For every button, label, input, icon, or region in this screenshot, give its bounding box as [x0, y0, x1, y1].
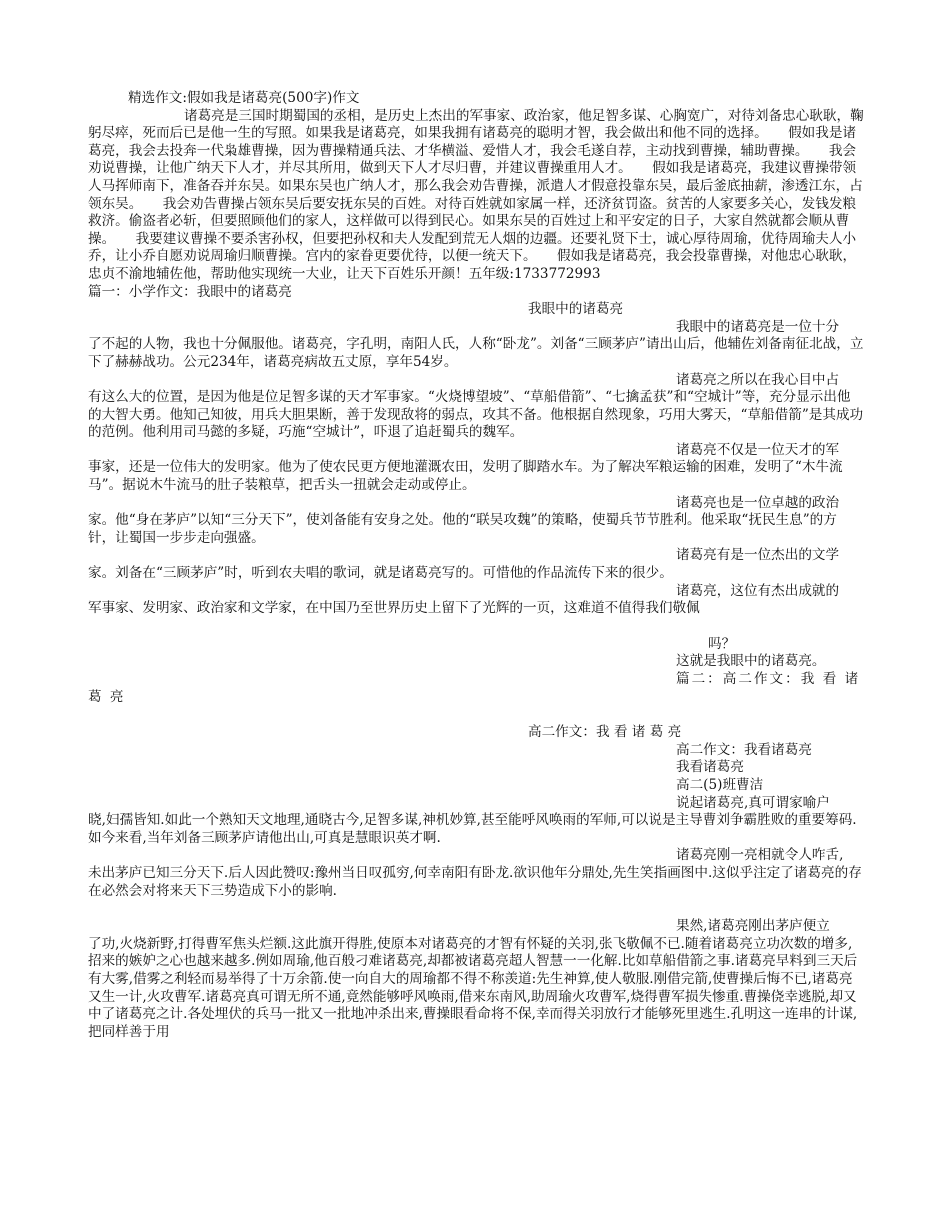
essay1-p4-lead: 诸葛亮也是一位卓越的政治	[676, 494, 840, 511]
essay1-p6: 军事家、发明家、政治家和文学家，在中国乃至世界历史上留下了光辉的一页，这难道不值得我们敬佩	[88, 600, 700, 617]
essay1-p1: 了不起的人物，我也十分佩服他。诸葛亮，字孔明，南阳人氏，人称“卧龙”。刘备“三顾茅庐”请出山后，他辅佐刘备南征北战，立下了赫赫战功。公元234年，诸葛亮病故五丈原，享年54岁。	[88, 336, 864, 370]
essay1-p1-lead: 我眼中的诸葛亮是一位十分	[676, 318, 840, 335]
essay1-p6-lead: 诸葛亮，这位有杰出成就的	[676, 582, 840, 599]
essay1-p3: 事家，还是一位伟大的发明家。他为了使农民更方便地灌溉农田，发明了脚踏水车。为了解决军粮运输的困难，发明了“木牛流马”。据说木牛流马的肚子装粮草，把舌头一扭就会走动或停止。	[88, 459, 843, 494]
essay2-subtitle: 高二作文：我看诸葛亮	[676, 741, 812, 758]
essay2-p3: 了功,火烧新野,打得曹军焦头烂额.这此旗开得胜,使原本对诸葛亮的才智有怀疑的关羽,张飞敬佩不已.随着诸葛亮立功次数的增多,招来的嫉妒之心也越来越多.例如周瑜,他百般刁难诸葛亮,却都被诸葛亮超人智慧一一化解.比如草船借箭之事.诸葛亮早料到三天后有大雾,借雾之利轻而易举得了十万余箭.使一向自大的周瑜都不得不称羡道:先生神算,使人敬服.刚借完箭,使曹操后悔不已,诸葛亮又生一计,火攻曹军.诸葛亮真可谓无所不通,竟然能够呼风唤雨,借来东南风,助周瑜火攻曹军,烧得曹军损失惨重.曹操侥幸逃脱,却又中了诸葛亮之计.各处埋伏的兵马一批又一批地冲杀出来,曹操眼看命将不保,幸而得关羽放行才能够死里逃生.孔明这一连串的计谋,把同样善于用	[88, 935, 858, 1040]
essay2-p2-lead: 诸葛亮刚一亮相就令人咋舌,	[676, 847, 844, 864]
essay2-p3-lead: 果然,诸葛亮刚出茅庐便立	[676, 918, 830, 935]
essay2-author: 高二(5)班曹洁	[676, 776, 764, 793]
document-page	[88, 90, 864, 1041]
essay1-p5-lead: 诸葛亮有是一位杰出的文学	[676, 547, 840, 564]
essay2-p2: 未出茅庐已知三分天下.后人因此赞叹:豫州当日叹孤穷,何幸南阳有卧龙.欲识他年分鼎处,先生笑指画图中.这似乎注定了诸葛亮的存在必然会对将来天下三势造成下小的影响.	[88, 864, 862, 899]
essay1-p5: 家。刘备在“三顾茅庐”时，听到农夫唱的歌词，就是诸葛亮写的。可惜他的作品流传下来的很少。	[88, 565, 673, 582]
essay1-p4: 家。他“身在茅庐”以知“三分天下”，使刘备能有安身之处。他的“联吴攻魏”的策略，使蜀兵节节胜利。他采取“抚民生息”的方针，让蜀国一步步走向强盛。	[88, 512, 837, 546]
essay2-label: 篇二：高二作文：我 看 诸	[676, 671, 861, 687]
essay2-subtitle-2: 我看诸葛亮	[676, 759, 744, 776]
essay2-p1-lead: 说起诸葛亮,真可谓家喻户	[676, 794, 830, 811]
essay2-label-cont: 葛 亮	[88, 688, 126, 705]
essay2-title: 高二作文：我 看 诸 葛 亮	[528, 724, 682, 741]
intro-title: 精选作文:假如我是诸葛亮(500字)作文	[128, 90, 360, 106]
essay1-p6-end: 吗？	[708, 635, 736, 652]
intro-body: 诸葛亮是三国时期蜀国的丞相，是历史上杰出的军事家、政治家，他足智多谋、心胸宽广，对待刘备忠心耿耿，鞠躬尽瘁，死而后已是他一生的写照。如果我是诸葛亮，如果我拥有诸葛亮的聪明才智，我会做出和他不同的选择。 假如我是诸葛亮，我会去投奔一代枭雄曹操，因为曹操精通兵法、才华横溢、爱惜人才，我会毛遂自荐，主动找到曹操，辅助曹操。 我会劝说曹操，让他广纳天下人才，并尽其所用，做到天下人才尽归曹，并建议曹操重用人才。 假如我是诸葛亮，我建议曹操带领人马挥师南下，准备吞并东吴。如果东吴也广纳人才，那么我会劝告曹操，派遣人才假意投靠东吴，最后釜底抽薪，渗透江东，占领东吴。 我会劝告曹操占领东吴后要安抚东吴的百姓。对待百姓就如家属一样，还济贫罚盗。贫苦的人家要多关心，发钱发粮救济。偷盗者必斩，但要照顾他们的家人，这样做可以得到民心。如果东吴的百姓过上和平安定的日子，大家自然就都会顺从曹操。 我要建议曹操不要杀害孙权，但要把孙权和夫人发配到荒无人烟的边疆。还要礼贤下士，诚心厚待周瑜，优待周瑜夫人小乔，让小乔自愿劝说周瑜归顺曹操。宫内的家眷更要优待，以便一统天下。 假如我是诸葛亮，我会投靠曹操，对他忠心耿耿，忠贞不渝地辅佐他，帮助他实现统一大业，让天下百姓乐开颜！五年级:1733772993	[88, 107, 864, 282]
essay2-p1: 晓,妇孺皆知.如此一个熟知天文地理,通晓古今,足智多谋,神机妙算,甚至能呼风唤雨的军师,可以说是主导曹刘争霸胜败的重要筹码.如今来看,当年刘备三顾茅庐请他出山,可真是慧眼识英才啊.	[88, 812, 857, 846]
essay1-label: 篇一：小学作文：我眼中的诸葛亮	[88, 283, 292, 300]
essay1-p2-lead: 诸葛亮之所以在我心目中占	[676, 371, 840, 388]
essay1-closing: 这就是我眼中的诸葛亮。	[676, 653, 826, 670]
essay1-p3-lead: 诸葛亮不仅是一位天才的军	[676, 441, 840, 458]
essay1-title: 我眼中的诸葛亮	[528, 301, 624, 318]
essay1-p2: 有这么大的位置，是因为他是位足智多谋的天才军事家。“火烧博望坡”、“草船借箭”、“七擒孟获”和“空城计”等，充分显示出他的大智大勇。他知己知彼，用兵大胆果断，善于发现敌将的弱点，攻其不备。他根据自然现象，巧用大雾天，“草船借箭”是其成功的范例。他利用司马懿的多疑，巧施“空城计”，吓退了追赶蜀兵的魏军。	[88, 389, 864, 441]
